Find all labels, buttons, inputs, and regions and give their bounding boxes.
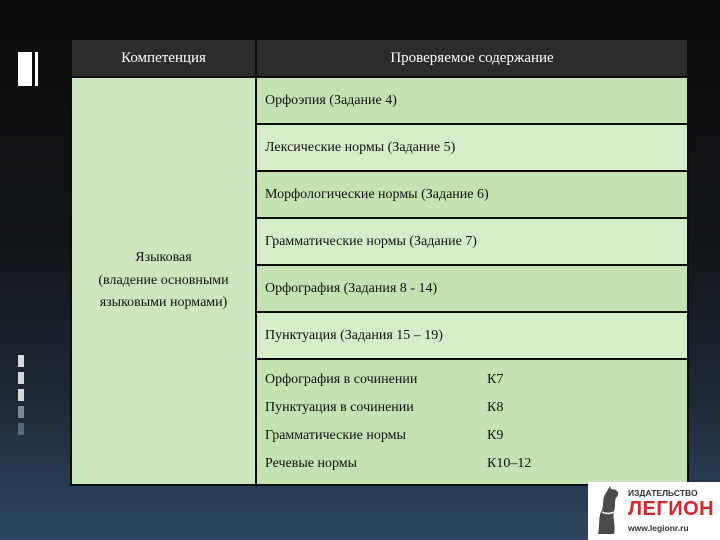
essay-row (265, 394, 617, 422)
decor-bar (18, 52, 32, 86)
logo-url-text: www.legionr.ru (628, 523, 689, 533)
header-content: Проверяемое содержание (256, 39, 688, 77)
essay-label: Пунктуация в сочинении (265, 400, 414, 415)
essay-label: Орфография в сочинении (265, 372, 418, 387)
essay-label: Речевые нормы (265, 456, 357, 471)
content-row: Лексические нормы (Задание 5) (256, 124, 688, 171)
content-row: Грамматические нормы (Задание 7) (256, 218, 688, 265)
competence-cell (71, 77, 256, 485)
competence-table (70, 38, 689, 486)
decor-bar (35, 52, 38, 86)
essay-code: К7 (487, 372, 504, 387)
horse-icon (592, 484, 628, 538)
essay-row (265, 450, 617, 478)
content-row: Пунктуация (Задания 15 – 19) (256, 312, 688, 359)
decor-square (18, 389, 24, 401)
essay-code: К8 (487, 400, 504, 415)
decor-square (18, 355, 24, 367)
content-row: Орфоэпия (Задание 4) (256, 77, 688, 124)
essay-code: К9 (487, 428, 504, 443)
header-competence: Компетенция (71, 39, 256, 77)
logo-main-text: ЛЕГИОН (628, 498, 715, 520)
essay-label: Грамматические нормы (265, 428, 406, 443)
essay-row (265, 366, 617, 394)
competence-subtitle: языковыми нормами) (99, 295, 228, 311)
essay-criteria-cell (256, 359, 688, 485)
essay-row (265, 422, 617, 450)
competence-title: Языковая (135, 250, 192, 266)
content-row: Морфологические нормы (Задание 6) (256, 171, 688, 218)
content-row: Орфография (Задания 8 - 14) (256, 265, 688, 312)
competence-subtitle: (владение основными (98, 272, 229, 288)
publisher-logo (588, 482, 720, 540)
decor-square (18, 406, 24, 418)
decor-square (18, 372, 24, 384)
logo-top-text: ИЗДАТЕЛЬСТВО (628, 488, 698, 498)
decor-square (18, 423, 24, 435)
essay-code: К10–12 (487, 456, 532, 471)
